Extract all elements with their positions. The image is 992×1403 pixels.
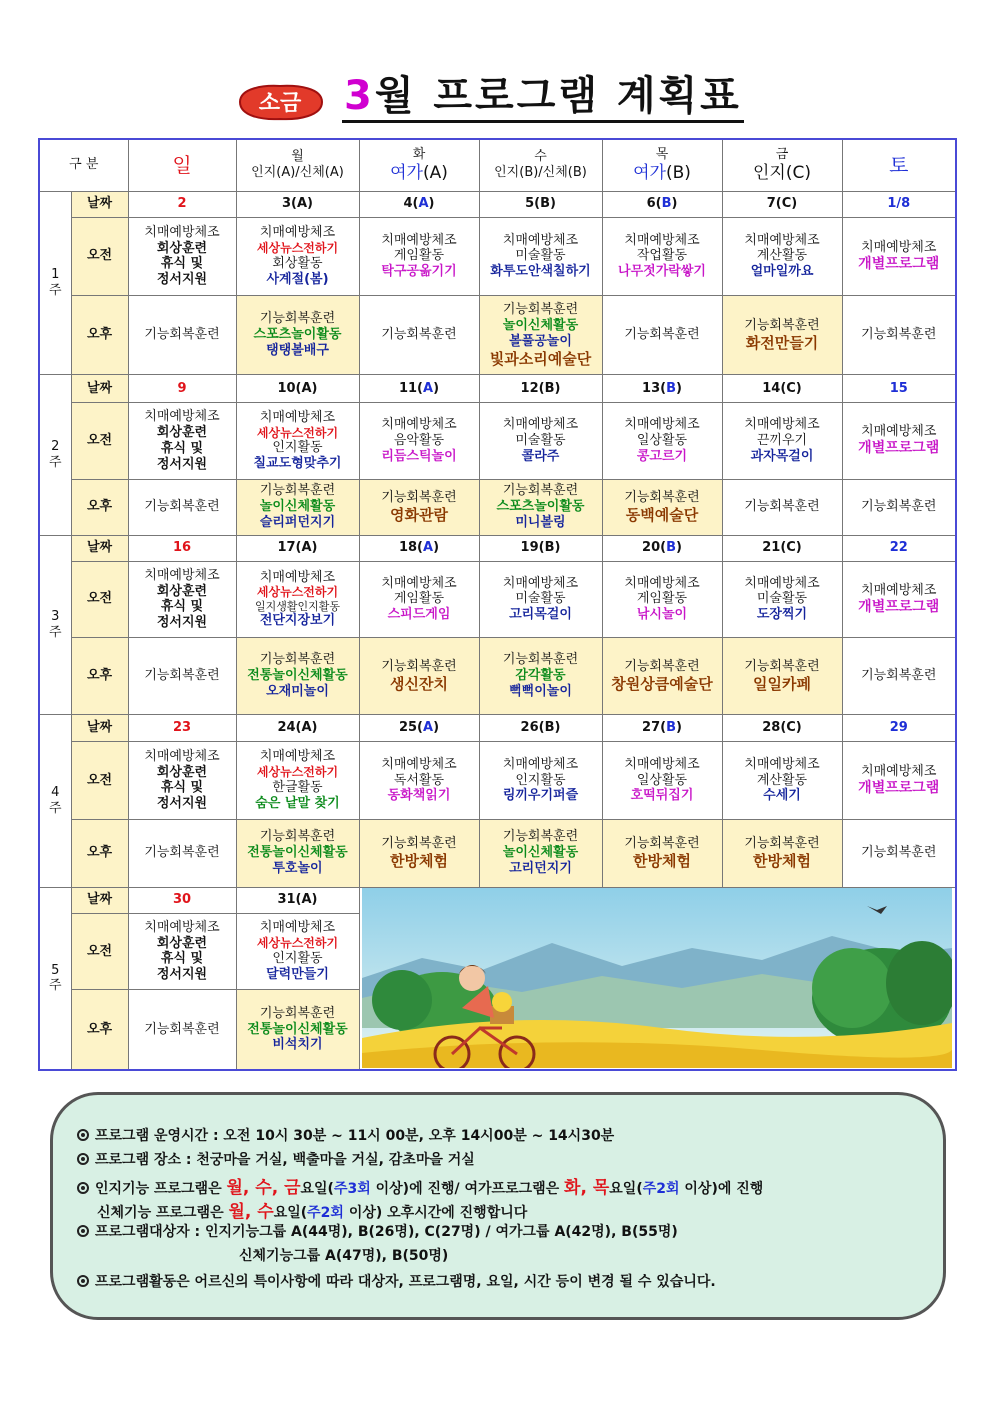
pm-cell: 기능회복훈련 스포츠놀이활동 탱탱볼배구 [236,295,359,374]
date-cell: 19(B) [479,535,602,561]
date-label: 날짜 [71,715,128,742]
am-label: 오전 [71,561,128,637]
pm-cell: 기능회복훈련 [128,819,236,887]
date-cell: 20(B) [602,535,722,561]
pm-cell: 기능회복훈련 한방체험 [602,819,722,887]
note-targets: 프로그램대상자 : 인지기능그룹 A(44명), B(26명), C(27명) / 여가그룹 A(42명), B(55명) [77,1221,678,1241]
week2-date-row [39,375,956,403]
week4-am-row [39,742,956,819]
bullet-icon [77,1153,89,1165]
date-cell: 5(B) [479,191,602,217]
am-label: 오전 [71,742,128,819]
note-hours: 프로그램 운영시간 : 오전 10시 30분 ~ 11시 00분, 오후 14시00분 ~ 14시30분 [77,1125,614,1145]
week3-date-row [39,535,956,561]
date-label: 날짜 [71,191,128,217]
header-row [39,139,956,191]
date-cell: 6(B) [602,191,722,217]
am-cell: 치매예방체조 인지활동 링끼우기퍼즐 [479,742,602,819]
title-area [0,72,992,132]
notes-box [50,1092,946,1320]
date-cell: 26(B) [479,715,602,742]
pm-cell: 기능회복훈련 [842,819,956,887]
schedule-table [38,138,957,1071]
date-cell: 1/8 [842,191,956,217]
note-targets-physical: 신체기능그룹 A(47명), B(50명) [239,1248,449,1264]
pm-cell: 기능회복훈련 창원상큼예술단 [602,638,722,715]
date-cell: 17(A) [236,535,359,561]
pm-cell: 기능회복훈련 생신잔치 [359,638,479,715]
bullet-icon [77,1182,89,1194]
day-header-fri: 금 인지(C) [722,139,842,191]
week1-am-row [39,217,956,295]
am-label: 오전 [71,913,128,989]
date-label: 날짜 [71,535,128,561]
week4-label: 4 주 [39,715,71,888]
pm-cell: 기능회복훈련 [722,479,842,535]
am-cell: 치매예방체조 미술활동 도장찍기 [722,561,842,637]
am-cell: 치매예방체조 세상뉴스전하기 일지생활인지활동 전단지장보기 [236,561,359,637]
pm-cell: 기능회복훈련 [128,295,236,374]
pm-cell: 기능회복훈련 전통놀이신체활동 비석치기 [236,990,359,1070]
week2-am-row [39,403,956,479]
date-cell: 22 [842,535,956,561]
pm-cell: 기능회복훈련 놀이신체활동 볼풀공놀이 빛과소리예술단 [479,295,602,374]
bullet-icon [77,1275,89,1287]
am-cell: 치매예방체조 미술활동 화투도안색칠하기 [479,217,602,295]
date-cell: 14(C) [722,375,842,403]
am-cell: 치매예방체조 세상뉴스전하기 인지활동 달력만들기 [236,913,359,989]
note-physical: 신체기능 프로그램은 월, 수요일(주2회 이상) 오후시간에 진행합니다 [97,1202,528,1222]
pm-cell: 기능회복훈련 [842,638,956,715]
pm-cell: 기능회복훈련 [602,295,722,374]
date-cell: 7(C) [722,191,842,217]
week4-pm-row [39,819,956,887]
pm-cell: 기능회복훈련 [128,638,236,715]
pm-cell: 기능회복훈련 전통놀이신체활동 오재미놀이 [236,638,359,715]
week1-label: 1 주 [39,191,71,375]
day-header-mon: 월 인지(A)/신체(A) [236,139,359,191]
am-cell: 치매예방체조 미술활동 콜라주 [479,403,602,479]
am-cell: 치매예방체조 게임활동 스피드게임 [359,561,479,637]
pm-cell: 기능회복훈련 [842,479,956,535]
am-label: 오전 [71,403,128,479]
am-cell: 치매예방체조 개별프로그램 [842,403,956,479]
am-cell: 치매예방체조 개별프로그램 [842,561,956,637]
am-cell: 치매예방체조 작업활동 나무젓가락쌓기 [602,217,722,295]
title-text: 월 프로그램 계획표 [374,73,742,119]
pm-cell: 기능회복훈련 일일카페 [722,638,842,715]
day-header-thu: 목 여가(B) [602,139,722,191]
am-cell: 치매예방체조 세상뉴스전하기 한글활동 숨은 낱말 찾기 [236,742,359,819]
date-cell: 25(A) [359,715,479,742]
pm-cell: 기능회복훈련 놀이신체활동 고리던지기 [479,819,602,887]
am-cell: 치매예방체조 일상활동 호떡뒤집기 [602,742,722,819]
spring-illustration [359,887,956,1070]
am-cell: 치매예방체조 회상훈련 휴식 및 정서지원 [128,561,236,637]
week1-pm-row [39,295,956,374]
note-place: 프로그램 장소 : 천궁마을 거실, 백출마을 거실, 감초마을 거실 [77,1149,475,1169]
date-cell: 9 [128,375,236,403]
date-cell: 4(A) [359,191,479,217]
am-cell: 치매예방체조 회상훈련 휴식 및 정서지원 [128,403,236,479]
pm-cell: 기능회복훈련 [842,295,956,374]
page-title [342,74,744,123]
pm-cell: 기능회복훈련 한방체험 [722,819,842,887]
bullet-icon [77,1129,89,1141]
date-cell: 18(A) [359,535,479,561]
am-cell: 치매예방체조 게임활동 낚시놀이 [602,561,722,637]
am-cell: 치매예방체조 세상뉴스전하기 회상활동 사계절(봄) [236,217,359,295]
week1-date-row [39,191,956,217]
week3-pm-row [39,638,956,715]
am-cell: 치매예방체조 회상훈련 휴식 및 정서지원 [128,217,236,295]
am-cell: 치매예방체조 개별프로그램 [842,742,956,819]
week3-am-row [39,561,956,637]
date-cell: 15 [842,375,956,403]
pm-label: 오후 [71,819,128,887]
week4-date-row [39,715,956,742]
salt-logo [234,82,326,122]
note-cognitive: 인지기능 프로그램은 월, 수, 금요일(주3회 이상)에 진행/ 여가프로그램은 화, 목요일(주2회 이상)에 진행 [77,1173,763,1198]
pm-cell: 기능회복훈련 스포츠놀이활동 미니볼링 [479,479,602,535]
pm-label: 오후 [71,638,128,715]
week5-label: 5 주 [39,887,71,1070]
am-cell: 치매예방체조 끈끼우기 과자목걸이 [722,403,842,479]
date-cell: 3(A) [236,191,359,217]
date-cell: 30 [128,887,236,913]
pm-label: 오후 [71,990,128,1070]
pm-cell: 기능회복훈련 영화관람 [359,479,479,535]
am-cell: 치매예방체조 미술활동 고리목걸이 [479,561,602,637]
am-cell: 치매예방체조 일상활동 콩고르기 [602,403,722,479]
pm-cell: 기능회복훈련 동백예술단 [602,479,722,535]
date-cell: 13(B) [602,375,722,403]
am-cell: 치매예방체조 독서활동 동화책읽기 [359,742,479,819]
pm-cell: 기능회복훈련 감각활동 뻑뻑이놀이 [479,638,602,715]
date-cell: 23 [128,715,236,742]
date-cell: 24(A) [236,715,359,742]
week3-label: 3 주 [39,535,71,715]
date-cell: 12(B) [479,375,602,403]
day-header-sun: 일 [128,139,236,191]
date-label: 날짜 [71,887,128,913]
date-cell: 29 [842,715,956,742]
day-header-sat: 토 [842,139,956,191]
title-month: 3 [344,73,375,119]
bullet-icon [77,1225,89,1237]
pm-cell: 기능회복훈련 한방체험 [359,819,479,887]
am-cell: 치매예방체조 회상훈련 휴식 및 정서지원 [128,913,236,989]
pm-label: 오후 [71,295,128,374]
date-cell: 10(A) [236,375,359,403]
date-cell: 16 [128,535,236,561]
date-label: 날짜 [71,375,128,403]
day-header-wed: 수 인지(B)/신체(B) [479,139,602,191]
pm-label: 오후 [71,479,128,535]
am-cell: 치매예방체조 세상뉴스전하기 인지활동 칠교도형맞추기 [236,403,359,479]
am-label: 오전 [71,217,128,295]
date-cell: 21(C) [722,535,842,561]
am-cell: 치매예방체조 음악활동 리듬스틱놀이 [359,403,479,479]
am-cell: 치매예방체조 계산활동 얼마일까요 [722,217,842,295]
date-cell: 27(B) [602,715,722,742]
spring-scene-image [362,888,952,1068]
pm-cell: 기능회복훈련 화전만들기 [722,295,842,374]
pm-cell: 기능회복훈련 놀이신체활동 슬리퍼던지기 [236,479,359,535]
day-header-tue: 화 여가(A) [359,139,479,191]
am-cell: 치매예방체조 게임활동 탁구공옮기기 [359,217,479,295]
logo-text: 소금 [258,91,302,116]
pm-cell: 기능회복훈련 [128,479,236,535]
note-change: 프로그램활동은 어르신의 특이사항에 따라 대상자, 프로그램명, 요일, 시간 등이 변경 될 수 있습니다. [77,1271,716,1291]
am-cell: 치매예방체조 계산활동 수세기 [722,742,842,819]
pm-cell: 기능회복훈련 [128,990,236,1070]
am-cell: 치매예방체조 개별프로그램 [842,217,956,295]
date-cell: 11(A) [359,375,479,403]
date-cell: 28(C) [722,715,842,742]
pm-cell: 기능회복훈련 전통놀이신체활동 투호놀이 [236,819,359,887]
date-cell: 31(A) [236,887,359,913]
week2-pm-row [39,479,956,535]
week5-date-row [39,887,956,913]
gubun-header: 구 분 [39,139,128,191]
am-cell: 치매예방체조 회상훈련 휴식 및 정서지원 [128,742,236,819]
week2-label: 2 주 [39,375,71,535]
pm-cell: 기능회복훈련 [359,295,479,374]
date-cell: 2 [128,191,236,217]
